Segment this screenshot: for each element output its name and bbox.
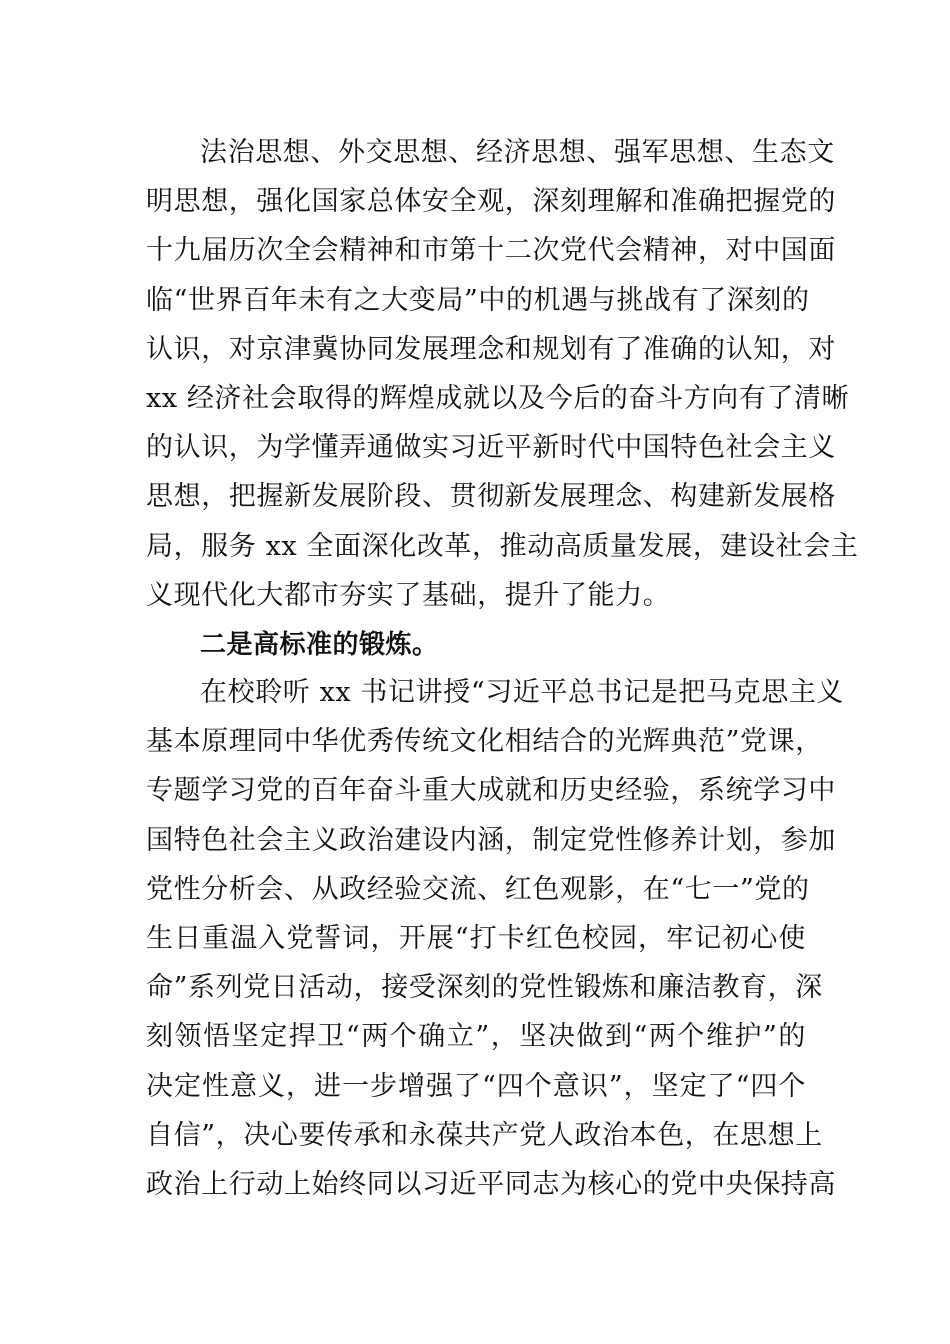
paragraph-line: 临“世界百年未有之大变局”中的机遇与挑战有了深刻的 — [146, 284, 810, 316]
paragraph-line: 命”系列党日活动，接受深刻的党性锻炼和廉洁教育，深 — [146, 972, 823, 1004]
paragraph-line: 国特色社会主义政治建设内涵，制定党性修养计划，参加 — [146, 824, 836, 856]
paragraph-line: 生日重温入党誓词，开展“打卡红色校园，牢记初心使 — [146, 922, 806, 954]
paragraph-line: 十九届历次全会精神和市第十二次党代会精神，对中国面 — [146, 235, 836, 267]
paragraph-line: 基本原理同中华优秀传统文化相结合的光辉典范”党课， — [146, 726, 823, 758]
body-paragraph-2 — [146, 668, 845, 1209]
body-paragraph-1 — [146, 128, 859, 620]
paragraph-line: 决定性意义，进一步增强了“四个意识”，坚定了“四个 — [146, 1070, 806, 1102]
paragraph-line: 局，服务 xx 全面深化改革，推动高质量发展，建设社会主 — [146, 530, 859, 562]
paragraph-line: 的认识，为学懂弄通做实习近平新时代中国特色社会主义 — [146, 432, 836, 464]
paragraph-line: 政治上行动上始终同以习近平同志为核心的党中央保持高 — [146, 1168, 836, 1200]
paragraph-line: 法治思想、外交思想、经济思想、强军思想、生态文 — [200, 137, 835, 168]
paragraph-line: 党性分析会、从政经验交流、红色观影，在“七一”党的 — [146, 873, 810, 905]
paragraph-line: 在校聆听 xx 书记讲授“习近平总书记是把马克思主义 — [200, 677, 845, 708]
paragraph-line: 刻领悟坚定捍卫“两个确立”，坚决做到“两个维护”的 — [146, 1021, 806, 1053]
paragraph-line: 专题学习党的百年奋斗重大成就和历史经验，系统学习中 — [146, 775, 836, 807]
paragraph-line: xx 经济社会取得的辉煌成就以及今后的奋斗方向有了清晰 — [146, 382, 850, 414]
paragraph-line: 义现代化大都市夯实了基础，提升了能力。 — [146, 579, 671, 611]
paragraph-line: 明思想，强化国家总体安全观，深刻理解和准确把握党的 — [146, 186, 836, 218]
section-heading: 二是高标准的锻炼。 — [200, 630, 439, 660]
paragraph-line: 认识，对京津冀协同发展理念和规划有了准确的认知，对 — [146, 333, 836, 365]
paragraph-line: 自信”，决心要传承和永葆共产党人政治本色，在思想上 — [146, 1119, 823, 1151]
paragraph-line: 思想，把握新发展阶段、贯彻新发展理念、构建新发展格 — [146, 481, 836, 513]
